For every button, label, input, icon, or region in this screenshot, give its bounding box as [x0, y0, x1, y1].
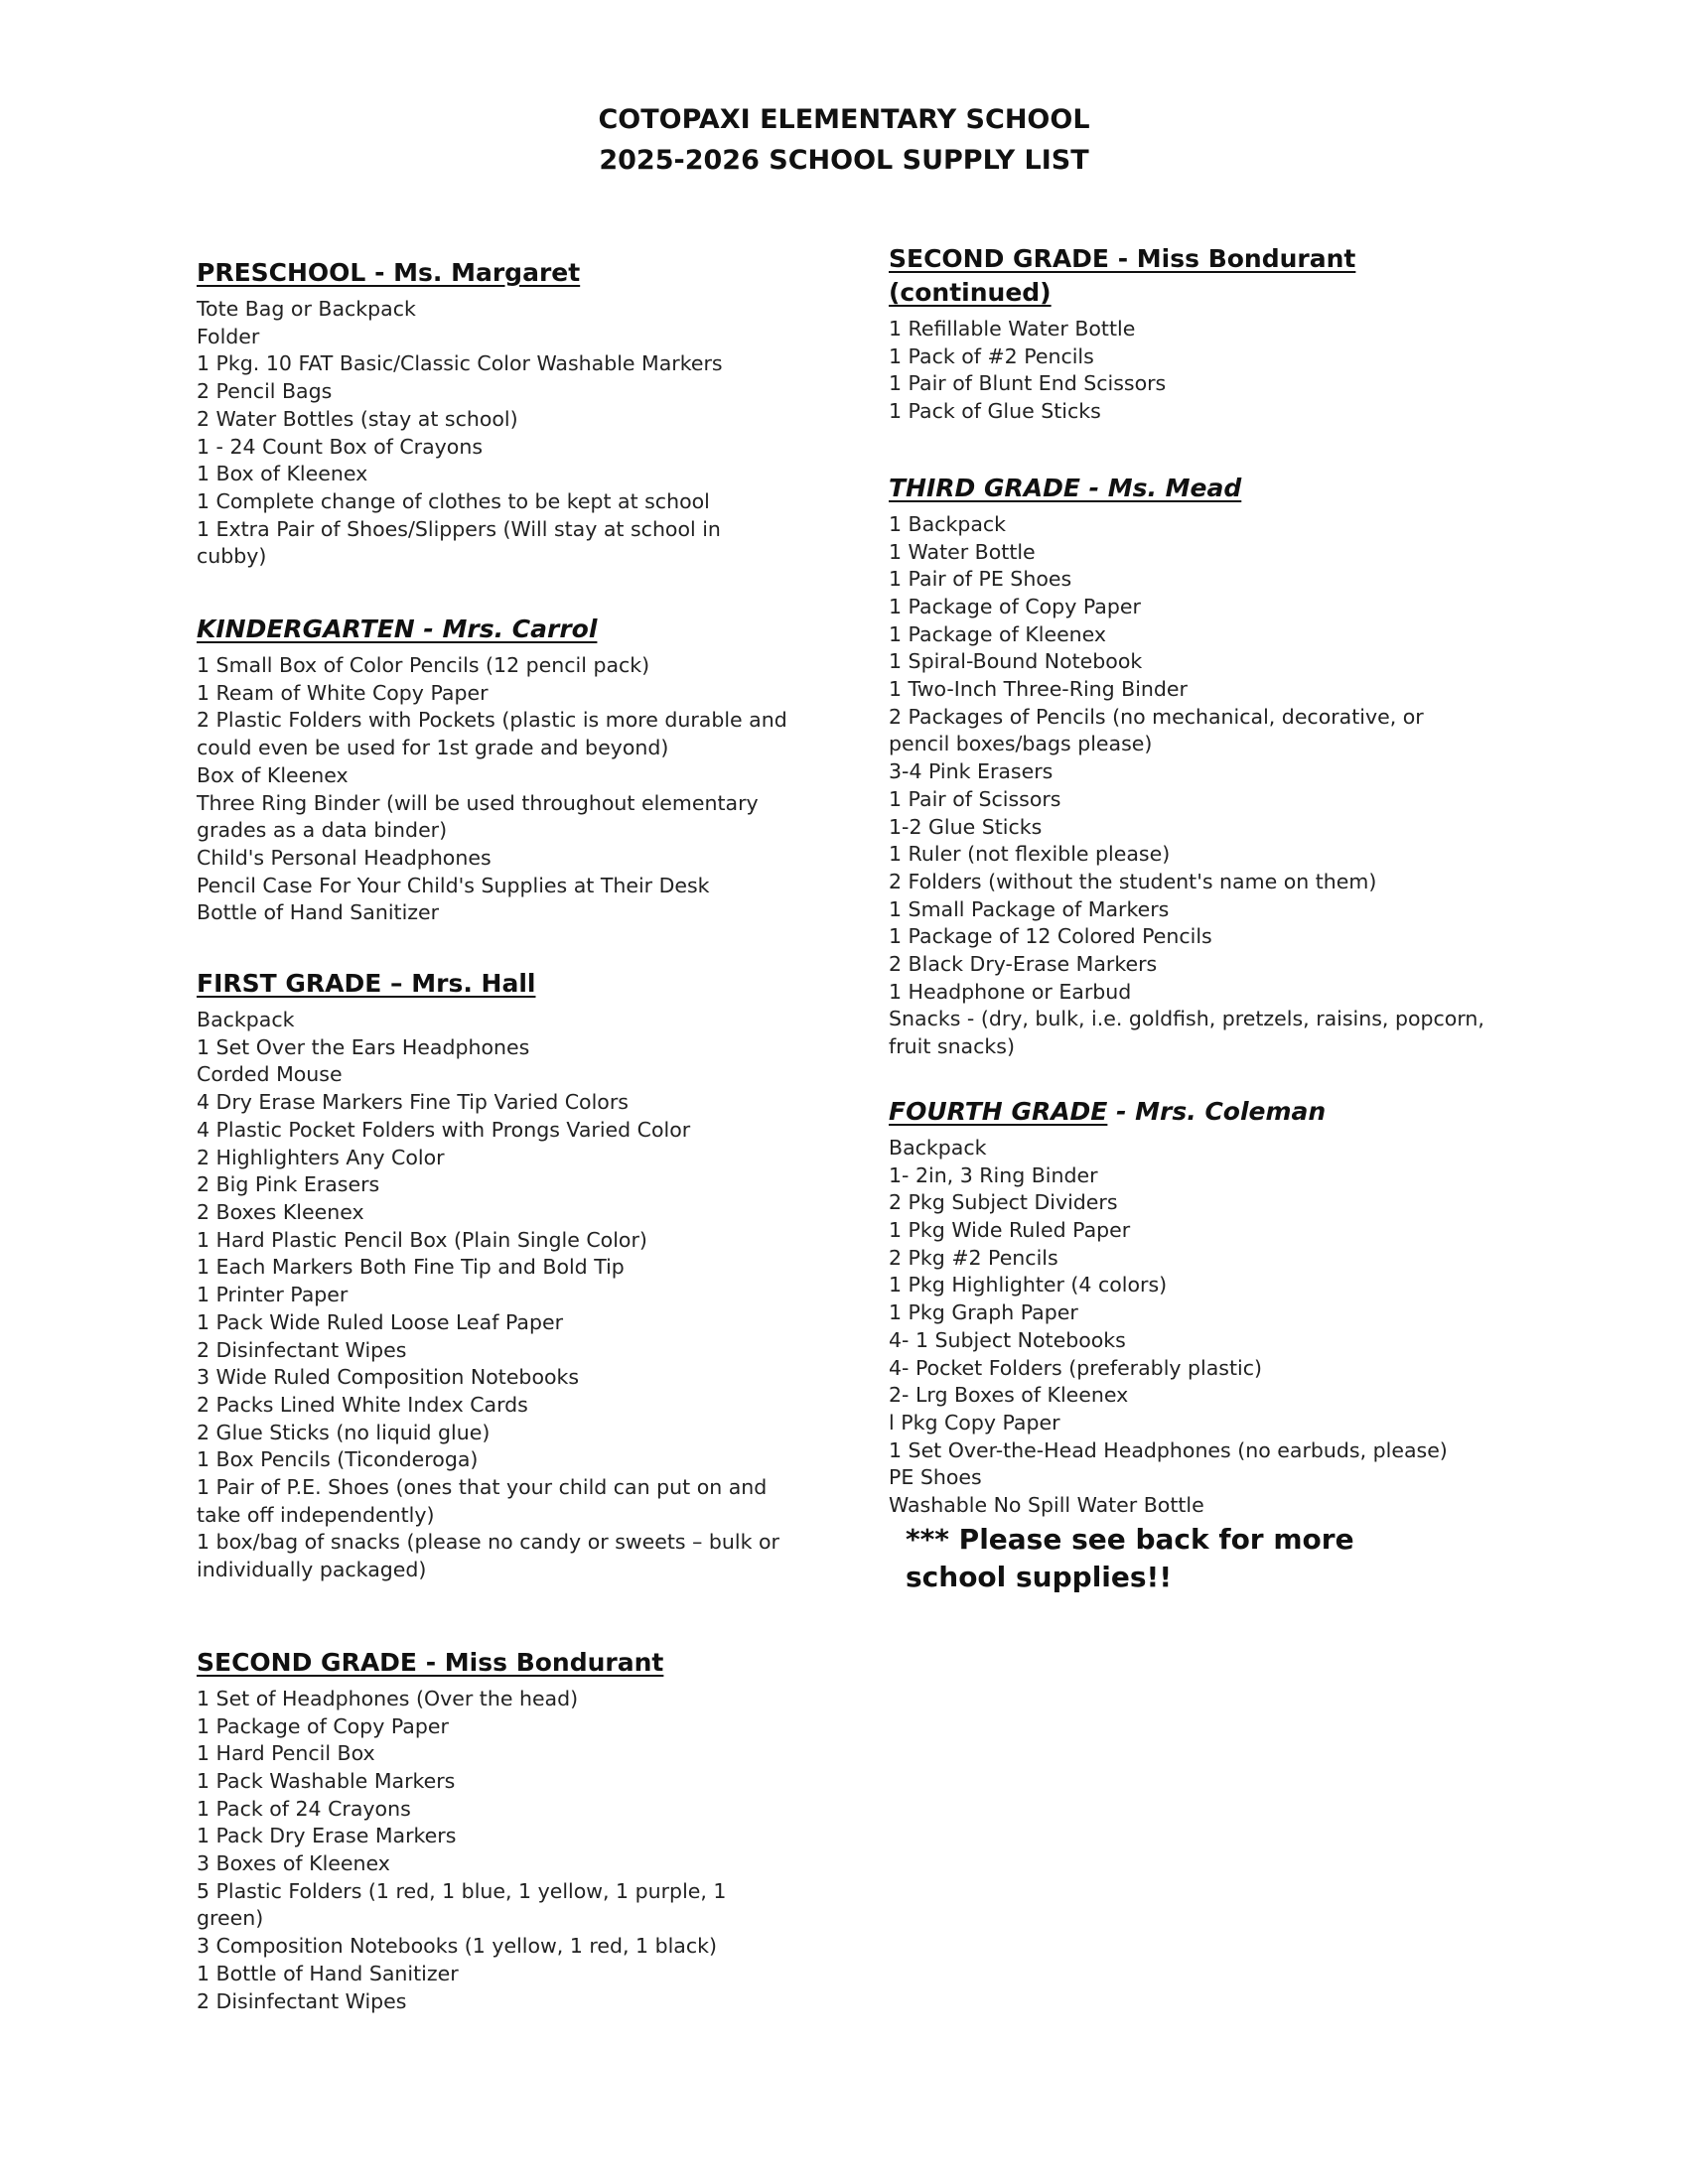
fourth-grade-list — [889, 1135, 1484, 1520]
supply-list-item: 1 Pack of Glue Sticks — [889, 399, 1101, 424]
supply-list-item: 1 Ruler (not flexible please) — [889, 842, 1171, 867]
second-grade-list — [197, 1686, 792, 2015]
back-page-note-line1: *** Please see back for more — [906, 1523, 1354, 1556]
supply-list-item: 2 Disinfectant Wipes — [197, 1337, 407, 1362]
supply-list-item: 1 Set Over-the-Head Headphones (no earbuds, please) — [889, 1437, 1448, 1462]
supply-list-item: 1 Small Package of Markers — [889, 896, 1170, 921]
left-column — [197, 256, 792, 2015]
supply-list-item: 1 Headphone or Earbud — [889, 979, 1132, 1004]
fourth-grade-heading-teacher: - Mrs. Coleman — [1107, 1096, 1327, 1126]
supply-list-item: 5 Plastic Folders (1 red, 1 blue, 1 yellow, 1 purple, 1 green) — [197, 1878, 727, 1931]
second-grade-continued-heading-line1: SECOND GRADE - Miss Bondurant — [889, 244, 1356, 273]
supply-list-item: 2 Big Pink Erasers — [197, 1172, 380, 1197]
supply-list-item: 4- Pocket Folders (preferably plastic) — [889, 1355, 1262, 1380]
back-page-note — [906, 1521, 1422, 1596]
supply-list-item: 1 box/bag of snacks (please no candy or sweets – bulk or individually packaged) — [197, 1530, 779, 1582]
first-grade-section — [197, 967, 792, 1584]
second-grade-heading: SECOND GRADE - Miss Bondurant — [197, 1647, 664, 1677]
supply-list-item: 1 Package of Copy Paper — [197, 1713, 449, 1738]
supply-list-item: 1 Pkg Graph Paper — [889, 1300, 1078, 1325]
supply-list-item: 1 Hard Plastic Pencil Box (Plain Single Color) — [197, 1227, 647, 1252]
supply-list-item: 1 Pack of #2 Pencils — [889, 343, 1094, 368]
third-grade-section — [889, 472, 1484, 1061]
supply-list-item: 1 Printer Paper — [197, 1283, 349, 1307]
supply-list-item: 1 Refillable Water Bottle — [889, 317, 1136, 341]
supply-list-item: 1- 2in, 3 Ring Binder — [889, 1162, 1098, 1187]
supply-list-item: 1 Pair of Blunt End Scissors — [889, 371, 1167, 396]
first-grade-list — [197, 1007, 792, 1584]
supply-list-item: 2 Packages of Pencils (no mechanical, decorative, or pencil boxes/bags please) — [889, 704, 1424, 756]
supply-list-title: 2025-2026 SCHOOL SUPPLY LIST — [599, 145, 1089, 176]
kindergarten-heading: KINDERGARTEN - Mrs. Carrol — [197, 614, 598, 644]
preschool-heading: PRESCHOOL - Ms. Margaret — [197, 258, 581, 287]
supply-list-item: 2 Plastic Folders with Pockets (plastic is more durable and could even be used for 1st grade and beyond) — [197, 708, 787, 760]
supply-list-item: 2 Glue Sticks (no liquid glue) — [197, 1420, 491, 1444]
supply-list-item: 1 Extra Pair of Shoes/Slippers (Will stay at school in cubby) — [197, 516, 721, 569]
third-grade-list — [889, 511, 1484, 1061]
first-grade-heading: FIRST GRADE – Mrs. Hall — [197, 969, 536, 999]
supply-list-item: 1 Pkg Wide Ruled Paper — [889, 1217, 1131, 1242]
right-column — [889, 242, 1484, 1520]
kindergarten-list — [197, 652, 792, 927]
supply-list-item: 4 Plastic Pocket Folders with Prongs Varied Color — [197, 1117, 691, 1142]
supply-list-item: 1 Pair of PE Shoes — [889, 567, 1072, 592]
supply-list-item: Tote Bag or Backpack — [197, 297, 416, 321]
supply-list-item: 2 Boxes Kleenex — [197, 1199, 364, 1224]
supply-list-item: 2 Pkg #2 Pencils — [889, 1245, 1058, 1270]
supply-list-item: 4 Dry Erase Markers Fine Tip Varied Colors — [197, 1090, 629, 1115]
supply-list-item: 1 Pair of Scissors — [889, 786, 1061, 811]
supply-list-item: 1-2 Glue Sticks — [889, 814, 1043, 839]
supply-list-item: 3 Composition Notebooks (1 yellow, 1 red, 1 black) — [197, 1934, 717, 1959]
supply-list-item: Backpack — [889, 1135, 987, 1160]
supply-list-item: 4- 1 Subject Notebooks — [889, 1327, 1126, 1352]
supply-list-item: 1 Package of 12 Colored Pencils — [889, 924, 1212, 949]
supply-list-item: Child's Personal Headphones — [197, 845, 492, 870]
document-title — [0, 99, 1688, 181]
supply-list-item: 1 Ream of White Copy Paper — [197, 680, 489, 705]
supply-list-item: 1 Pack Wide Ruled Loose Leaf Paper — [197, 1309, 564, 1334]
back-page-note-line2: school supplies!! — [906, 1561, 1173, 1593]
supply-list-item: 1 Package of Copy Paper — [889, 594, 1141, 618]
supply-list-item: 1 Spiral-Bound Notebook — [889, 649, 1143, 674]
supply-list-item: Bottle of Hand Sanitizer — [197, 900, 440, 925]
supply-list-item: 2 Black Dry-Erase Markers — [889, 952, 1158, 977]
supply-list-item: Snacks - (dry, bulk, i.e. goldfish, pretzels, raisins, popcorn, fruit snacks) — [889, 1007, 1484, 1059]
supply-list-item: 1 Each Markers Both Fine Tip and Bold Tip — [197, 1255, 625, 1280]
fourth-grade-heading — [889, 1095, 1484, 1129]
supply-list-item: Three Ring Binder (will be used throughout elementary grades as a data binder) — [197, 790, 759, 843]
supply-list-item: Backpack — [197, 1008, 295, 1032]
supply-list-item: 1 Pair of P.E. Shoes (ones that your child can put on and take off independently) — [197, 1475, 768, 1527]
preschool-section — [197, 256, 792, 571]
fourth-grade-heading-grade: FOURTH GRADE — [889, 1096, 1108, 1126]
supply-list-item: 1 Complete change of clothes to be kept at school — [197, 488, 710, 513]
supply-list-item: 2 Pkg Subject Dividers — [889, 1190, 1118, 1215]
third-grade-heading: THIRD GRADE - Ms. Mead — [889, 473, 1242, 502]
supply-list-item: 2- Lrg Boxes of Kleenex — [889, 1383, 1129, 1408]
supply-list-item: 2 Water Bottles (stay at school) — [197, 406, 518, 431]
supply-list-item: 2 Folders (without the student's name on them) — [889, 869, 1377, 893]
supply-list-item: Corded Mouse — [197, 1062, 343, 1087]
supply-list-item: 1 Hard Pencil Box — [197, 1741, 375, 1766]
second-grade-continued-list — [889, 316, 1484, 426]
supply-list-item: 1 Package of Kleenex — [889, 621, 1107, 646]
second-grade-continued-heading-line2: (continued) — [889, 278, 1052, 307]
supply-list-item: 1 Pkg Highlighter (4 colors) — [889, 1273, 1168, 1297]
supply-list-item: Washable No Spill Water Bottle — [889, 1493, 1204, 1518]
supply-list-item: 2 Disinfectant Wipes — [197, 1988, 407, 2013]
supply-list-item: 3 Boxes of Kleenex — [197, 1851, 390, 1876]
supply-list-item: Folder — [197, 324, 260, 348]
supply-list-item: 1 Set of Headphones (Over the head) — [197, 1686, 579, 1710]
supply-list-item: 1 Pkg. 10 FAT Basic/Classic Color Washable Markers — [197, 351, 723, 376]
supply-list-item: Box of Kleenex — [197, 762, 349, 787]
supply-list-item: 1 Backpack — [889, 511, 1007, 536]
school-name: COTOPAXI ELEMENTARY SCHOOL — [598, 104, 1090, 135]
supply-list-item: 1 Pack of 24 Crayons — [197, 1796, 411, 1821]
supply-list-item: 2 Pencil Bags — [197, 379, 333, 404]
supply-list-item: Pencil Case For Your Child's Supplies at Their Desk — [197, 873, 710, 897]
supply-list-item: 1 Pack Washable Markers — [197, 1768, 456, 1793]
second-grade-section — [197, 1646, 792, 2015]
kindergarten-section — [197, 613, 792, 927]
supply-list-item: 2 Highlighters Any Color — [197, 1145, 445, 1169]
second-grade-continued-heading — [889, 242, 1484, 310]
fourth-grade-section — [889, 1095, 1484, 1520]
supply-list-item: 1 Bottle of Hand Sanitizer — [197, 1961, 459, 1985]
supply-list-item: 1 Water Bottle — [889, 539, 1036, 564]
supply-list-item: 1 Set Over the Ears Headphones — [197, 1034, 530, 1059]
supply-list-item: 1 Box Pencils (Ticonderoga) — [197, 1447, 479, 1472]
supply-list-item: 1 Pack Dry Erase Markers — [197, 1824, 457, 1848]
supply-list-item: l Pkg Copy Paper — [889, 1410, 1060, 1434]
supply-list-item: 3-4 Pink Erasers — [889, 759, 1054, 784]
supply-list-item: 1 Small Box of Color Pencils (12 pencil pack) — [197, 653, 650, 678]
supply-list-item: 3 Wide Ruled Composition Notebooks — [197, 1365, 580, 1390]
supply-list-item: 1 - 24 Count Box of Crayons — [197, 434, 484, 459]
supply-list-item: 2 Packs Lined White Index Cards — [197, 1392, 528, 1417]
preschool-list — [197, 296, 792, 571]
supply-list-item: PE Shoes — [889, 1465, 982, 1490]
second-grade-continued-section — [889, 242, 1484, 426]
supply-list-item: 1 Box of Kleenex — [197, 462, 368, 486]
supply-list-item: 1 Two-Inch Three-Ring Binder — [889, 677, 1188, 702]
